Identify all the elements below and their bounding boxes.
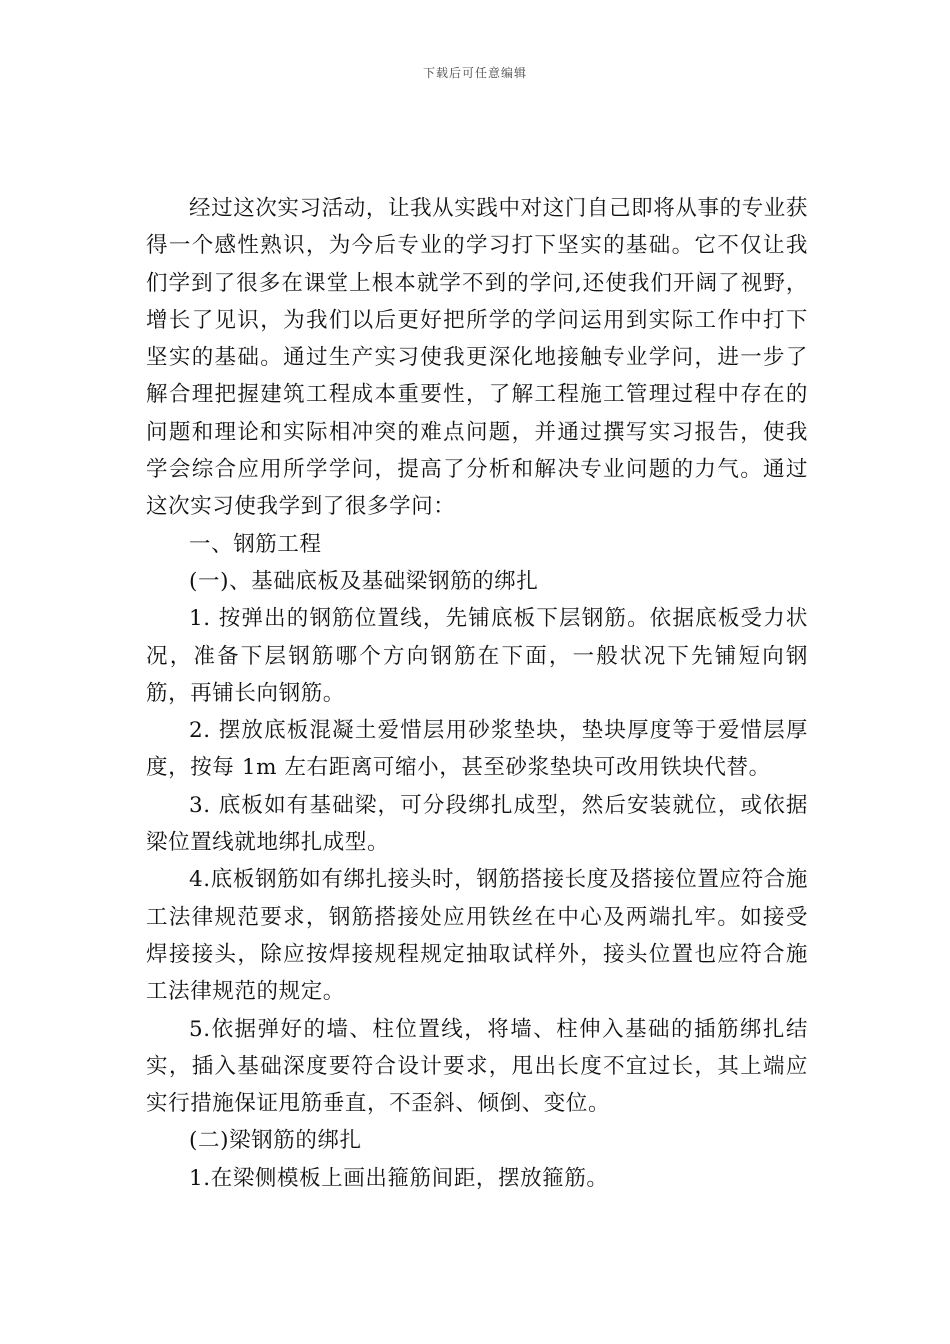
list-item: 5.依据弹好的墙、柱位置线，将墙、柱伸入基础的插筋绑扎结实，插入基础深度要符合设计要求，甩出长度不宜过长，其上端应实行措施保证甩筋垂直，不歪斜、倾倒、变位。 (146, 1016, 808, 1117)
list-item: 1.在梁侧模板上画出箍筋间距，摆放箍筋。 (189, 1165, 609, 1191)
list-item: 2. 摆放底板混凝土爱惜层用砂浆垫块，垫块厚度等于爱惜层厚度，按每 1m 左右距离可缩小，甚至砂浆垫块可改用铁块代替。 (146, 718, 808, 781)
document-body (146, 190, 808, 1197)
section-heading-rebar-engineering: 一、钢筋工程 (189, 531, 322, 557)
list-item: 1. 按弹出的钢筋位置线，先铺底板下层钢筋。依据底板受力状况，准备下层钢筋哪个方向钢筋在下面，一般状况下先铺短向钢筋，再铺长向钢筋。 (146, 606, 808, 706)
subsection-heading-foundation-slab: (一)、基础底板及基础梁钢筋的绑扎 (189, 568, 539, 594)
list-item: 4.底板钢筋如有绑扎接头时，钢筋搭接长度及搭接位置应符合施工法律规范要求，钢筋搭接处应用铁丝在中心及两端扎牢。如接受焊接接头，除应按焊接规程规定抽取试样外，接头位置也应符合施工法律规范的规定。 (146, 867, 808, 1005)
paragraph-intro: 经过这次实习活动，让我从实践中对这门自己即将从事的专业获得一个感性熟识，为今后专业的学习打下坚实的基础。它不仅让我们学到了很多在课堂上根本就学不到的学问,还使我们开阔了视野，增长了见识，为我们以后更好把所学的学问运用到实际工作中打下坚实的基础。通过生产实习使我更深化地接触专业学问，进一步了解合理把握建筑工程成本重要性，了解工程施工管理过程中存在的问题和理论和实际相冲突的难点问题，并通过撰写实习报告，使我学会综合应用所学学问，提高了分析和解决专业问题的力气。通过这次实习使我学到了很多学问： (146, 196, 808, 520)
subsection-heading-beam-rebar: (二)梁钢筋的绑扎 (189, 1128, 362, 1154)
list-item: 3. 底板如有基础梁，可分段绑扎成型，然后安装就位，或依据梁位置线就地绑扎成型。 (146, 792, 808, 856)
page-header: 下载后可任意编辑 (422, 66, 527, 80)
